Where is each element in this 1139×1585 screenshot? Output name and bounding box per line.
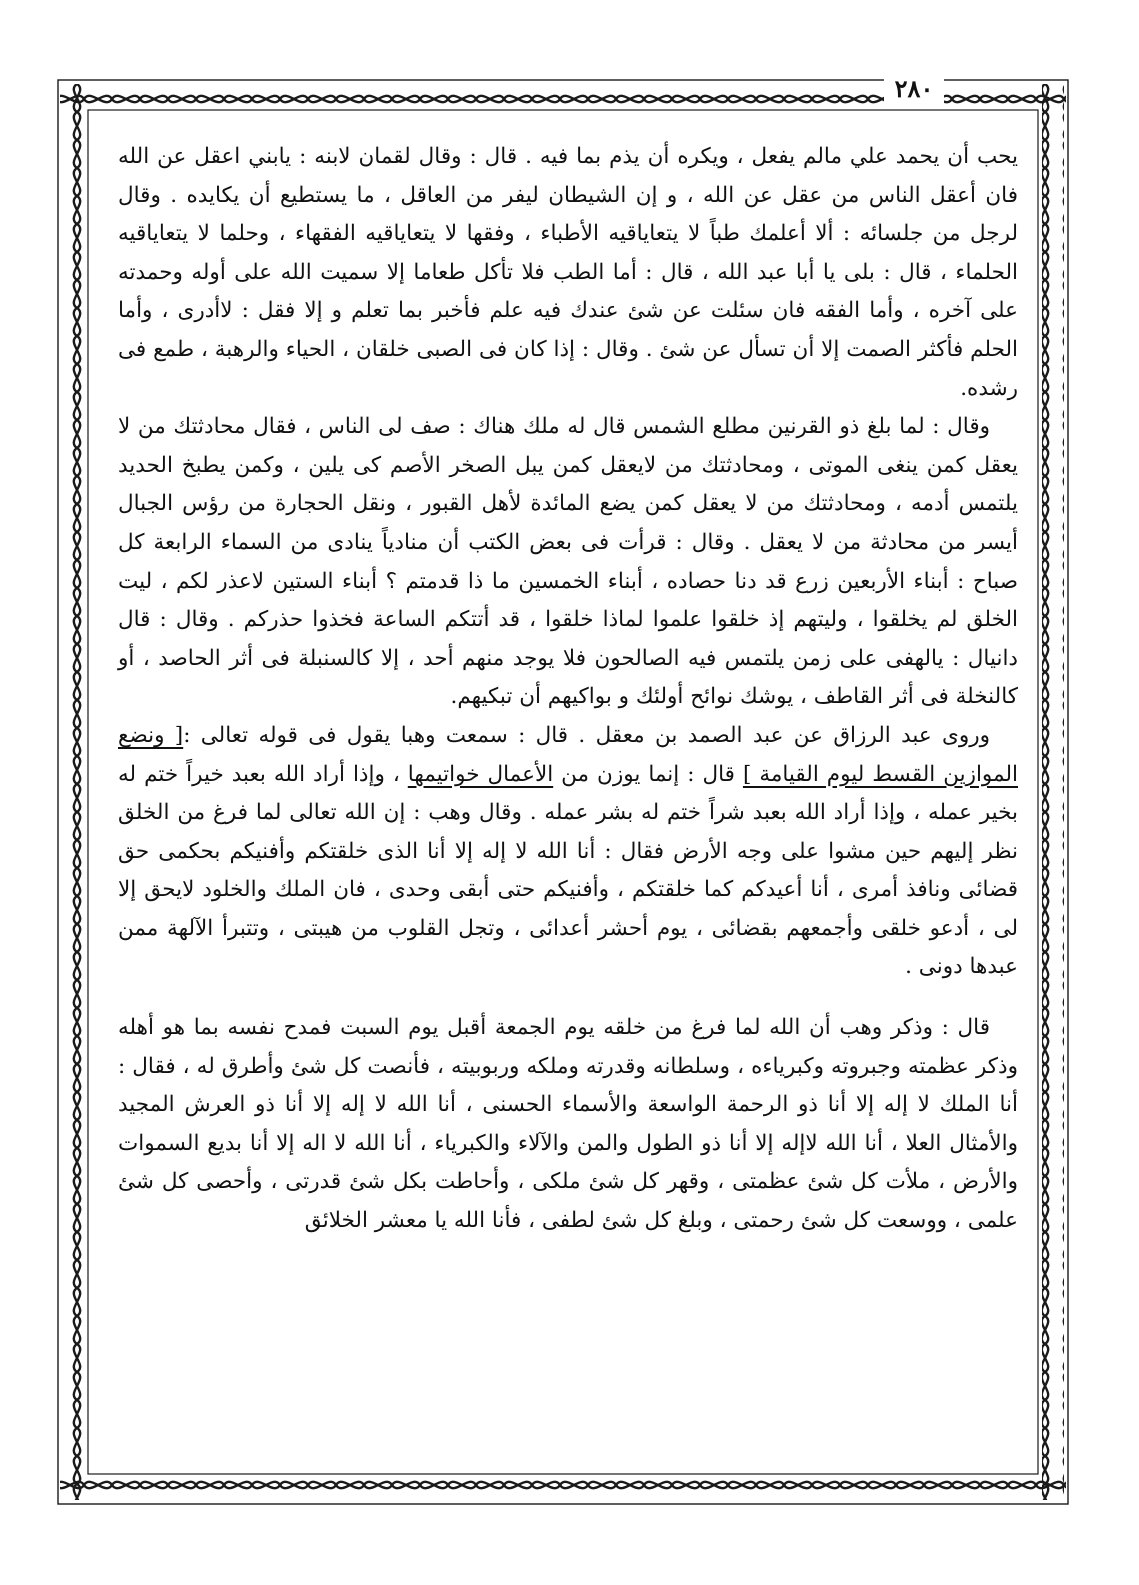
paragraph-3-before: وروى عبد الرزاق عن عبد الصمد بن معقل . قال : سمعت وهبا يقول فى قوله تعالى : — [183, 722, 990, 748]
paragraph-1: يحب أن يحمد علي مالم يفعل ، ويكره أن يذم بما فيه . قال : وقال لقمان لابنه : يابني اعقل عن الله فان أعقل الناس من عقل عن الله ، و إن الشيطان ليفر من العاقل ، ما يستطيع أن يكايده . وقال لرجل من جلسائه : ألا أعلمك طباً لا يتعاياقيه الأطباء ، وفقها لا يتعاياقيه الفقهاء ، وحلما لا يتعاياقيه الحلماء ، قال : بلى يا أبا عبد الله ، قال : أما الطب فلا تأكل طعاما إلا سميت الله على أوله وحمدته على آخره ، وأما الفقه فان سئلت عن شئ عندك فيه علم فأخبر بما تعلم و إلا فقل : لاأدرى ، وأما الحلم فأكثر الصمت إلا أن تسأل عن شئ . وقال : إذا كان فى الصبى خلقان ، الحياء والرهبة ، طمع فى رشده. — [118, 144, 1018, 401]
paragraph-3-mid: قال : إنما يوزن من — [553, 761, 743, 787]
body-text — [118, 138, 1018, 1473]
paragraph-4: قال : وذكر وهب أن الله لما فرغ من خلقه يوم الجمعة أقبل يوم السبت فمدح نفسه بما هو أهله وذكر عظمته وجبروته وكبرياءه ، وسلطانه وقدرته وملكه وربوبيته ، فأنصت كل شئ وأطرق له ، فقال : أنا الملك لا إله إلا أنا ذو الرحمة الواسعة والأسماء الحسنى ، أنا الله لا إله إلا أنا ذو العرش المجيد والأمثال العلا ، أنا الله لاإله إلا أنا ذو الطول والمن والآلاء والكبرياء ، أنا الله لا اله إلا أنا بديع السموات والأرض ، ملأت كل شئ عظمتى ، وقهر كل شئ ملكى ، وأحاطت بكل شئ قدرتى ، وأحصى كل شئ علمى ، ووسعت كل شئ رحمتى ، وبلغ كل شئ لطفى ، فأنا الله يا معشر الخلائق — [118, 1015, 1018, 1234]
quran-quote: [ ونضع الموازين القسط ليوم القيامة ] — [118, 722, 1018, 787]
paragraph-3 — [118, 717, 1018, 987]
paragraph-3-after: ، وإذا أراد الله بعبد خيراً ختم له بخير عمله ، وإذا أراد الله بعبد شراً ختم له بشر عمله . وقال وهب : إن الله تعالى لما فرغ من الخلق نظر إليهم حين مشوا على وجه الأرض فقال : أنا الله لا إله إلا أنا الذى خلقتكم وأفنيكم بحكمى حق قضائى ونافذ أمرى ، أنا أعيدكم كما خلقتكم ، وأفنيكم حتى أبقى وحدى ، فان الملك والخلود لايحق إلا لى ، أدعو خلقى وأجمعهم بقضائى ، يوم أحشر أعدائى ، وتجل القلوب من هيبتى ، وتتبرأ الآلهة ممن عبدها دونى . — [118, 761, 1018, 980]
page-number: ٢٨٠ — [884, 72, 944, 106]
paragraph-2: وقال : لما بلغ ذو القرنين مطلع الشمس قال له ملك هناك : صف لى الناس ، فقال محادثتك من لا يعقل كمن ينغى الموتى ، ومحادثتك من لايعقل كمن يبل الصخر الأصم كى يلين ، وكمن يطبخ الحديد يلتمس أدمه ، ومحادثتك من لا يعقل كمن يضع المائدة لأهل القبور ، ونقل الحجارة من رؤس الجبال أيسر من محادثة من لا يعقل . وقال : قرأت فى بعض الكتب أن منادياً ينادى من السماء الرابعة كل صباح : أبناء الأربعين زرع قد دنا حصاده ، أبناء الخمسين ما ذا قدمتم ؟ أبناء الستين لاعذر لكم ، ليت الخلق لم يخلقوا ، وليتهم إذ خلقوا علموا لماذا خلقوا ، قد أتتكم الساعة فخذوا حذركم . وقال : قال دانيال : يالهفى على زمن يلتمس فيه الصالحون فلا يوجد منهم أحد ، إلا كالسنبلة فى أثر الحاصد ، أو كالنخلة فى أثر القاطف ، يوشك نوائح أولئك و بواكيهم أن تبكيهم. — [118, 414, 1018, 710]
underlined-phrase: الأعمال خواتيمها — [407, 761, 554, 787]
